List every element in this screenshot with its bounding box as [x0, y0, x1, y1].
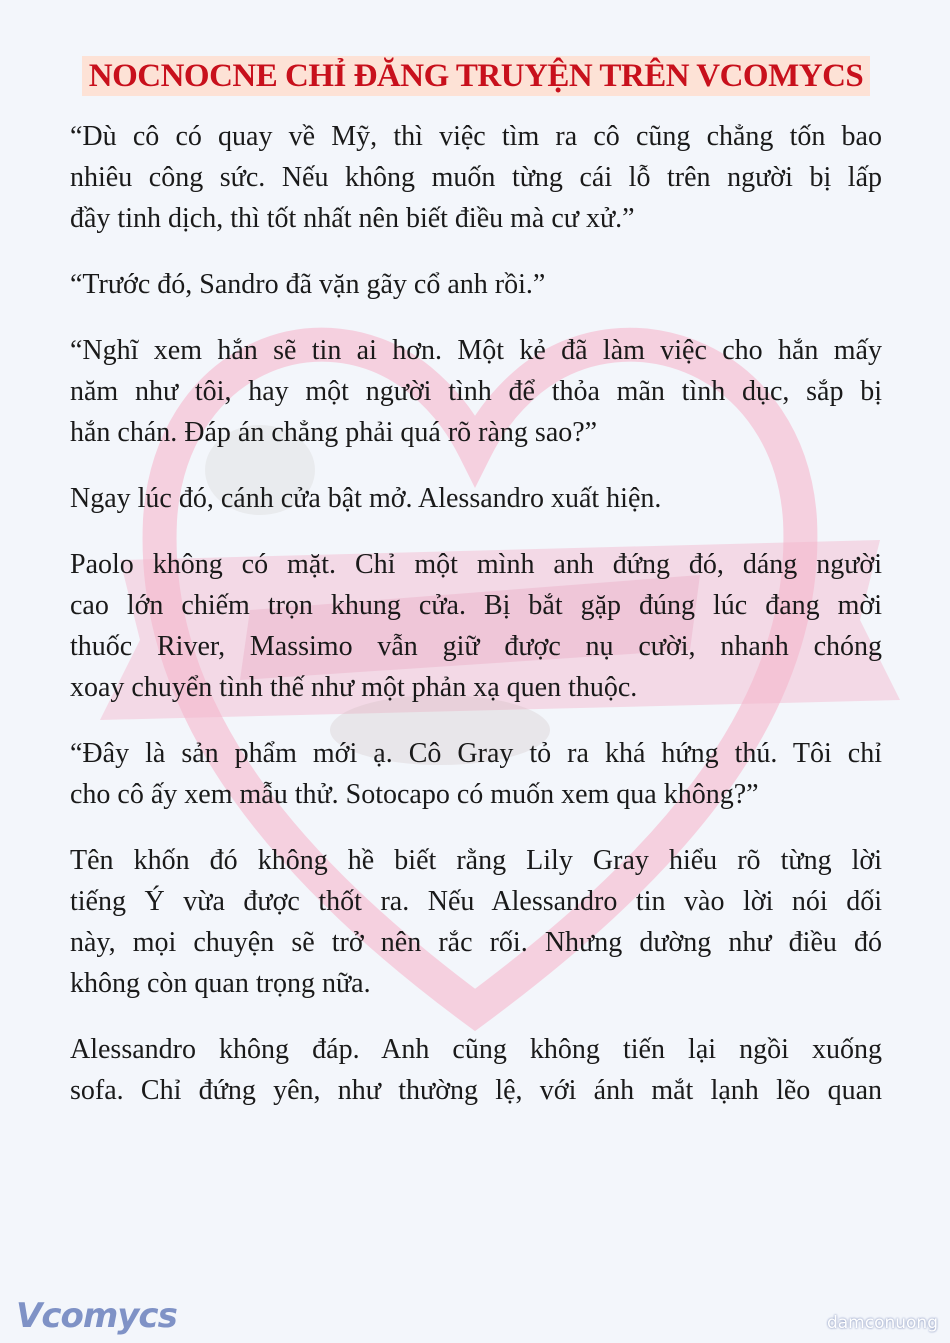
text-line: “Đây là sản phẩm mới ạ. Cô Gray tỏ ra khá hứng thú. Tôi chỉ	[70, 738, 882, 769]
paragraph	[70, 733, 882, 815]
text-line: không còn quan trọng nữa.	[70, 968, 371, 999]
text-line: Tên khốn đó không hề biết rằng Lily Gray hiểu rõ từng lời	[70, 845, 882, 876]
text-line: năm như tôi, hay một người tình để thỏa mãn tình dục, sắp bị	[70, 376, 882, 407]
paragraph	[70, 1029, 882, 1111]
paragraph	[70, 544, 882, 708]
text-line: thuốc River, Massimo vẫn giữ được nụ cười, nhanh chóng	[70, 631, 882, 662]
text-line: “Trước đó, Sandro đã vặn gãy cổ anh rồi.”	[70, 269, 546, 300]
text-line: Paolo không có mặt. Chỉ một mình anh đứng đó, dáng người	[70, 549, 882, 580]
text-line: tiếng Ý vừa được thốt ra. Nếu Alessandro tin vào lời nói dối	[70, 886, 882, 917]
story-text	[70, 116, 882, 1136]
text-line: hắn chán. Đáp án chẳng phải quá rõ ràng sao?”	[70, 417, 598, 448]
text-line: “Dù cô có quay về Mỹ, thì việc tìm ra cô cũng chẳng tốn bao	[70, 121, 882, 152]
text-line: nhiêu công sức. Nếu không muốn từng cái lỗ trên người bị lấp	[70, 162, 882, 193]
text-line: “Nghĩ xem hắn sẽ tin ai hơn. Một kẻ đã làm việc cho hắn mấy	[70, 335, 882, 366]
paragraph	[70, 478, 882, 519]
text-line: này, mọi chuyện sẽ trở nên rắc rối. Nhưng dường như điều đó	[70, 927, 882, 958]
text-line: đầy tinh dịch, thì tốt nhất nên biết điều mà cư xử.”	[70, 203, 635, 234]
paragraph	[70, 840, 882, 1004]
paragraph	[70, 330, 882, 453]
credit-watermark: damconuong	[826, 1313, 938, 1333]
text-line: cho cô ấy xem mẫu thử. Sotocapo có muốn xem qua không?”	[70, 779, 759, 810]
paragraph	[70, 116, 882, 239]
banner-title: NOCNOCNE CHỈ ĐĂNG TRUYỆN TRÊN VCOMYCS	[82, 56, 870, 96]
text-line: xoay chuyển tình thế như một phản xạ quen thuộc.	[70, 672, 638, 703]
paragraph	[70, 264, 882, 305]
text-line: Alessandro không đáp. Anh cũng không tiến lại ngồi xuống	[70, 1034, 882, 1065]
text-line: Ngay lúc đó, cánh cửa bật mở. Alessandro xuất hiện.	[70, 483, 662, 514]
vcomycs-logo: Vcomycs	[16, 1296, 177, 1336]
text-line: cao lớn chiếm trọn khung cửa. Bị bắt gặp đúng lúc đang mời	[70, 590, 882, 621]
text-line: sofa. Chỉ đứng yên, như thường lệ, với ánh mắt lạnh lẽo quan	[70, 1075, 882, 1106]
